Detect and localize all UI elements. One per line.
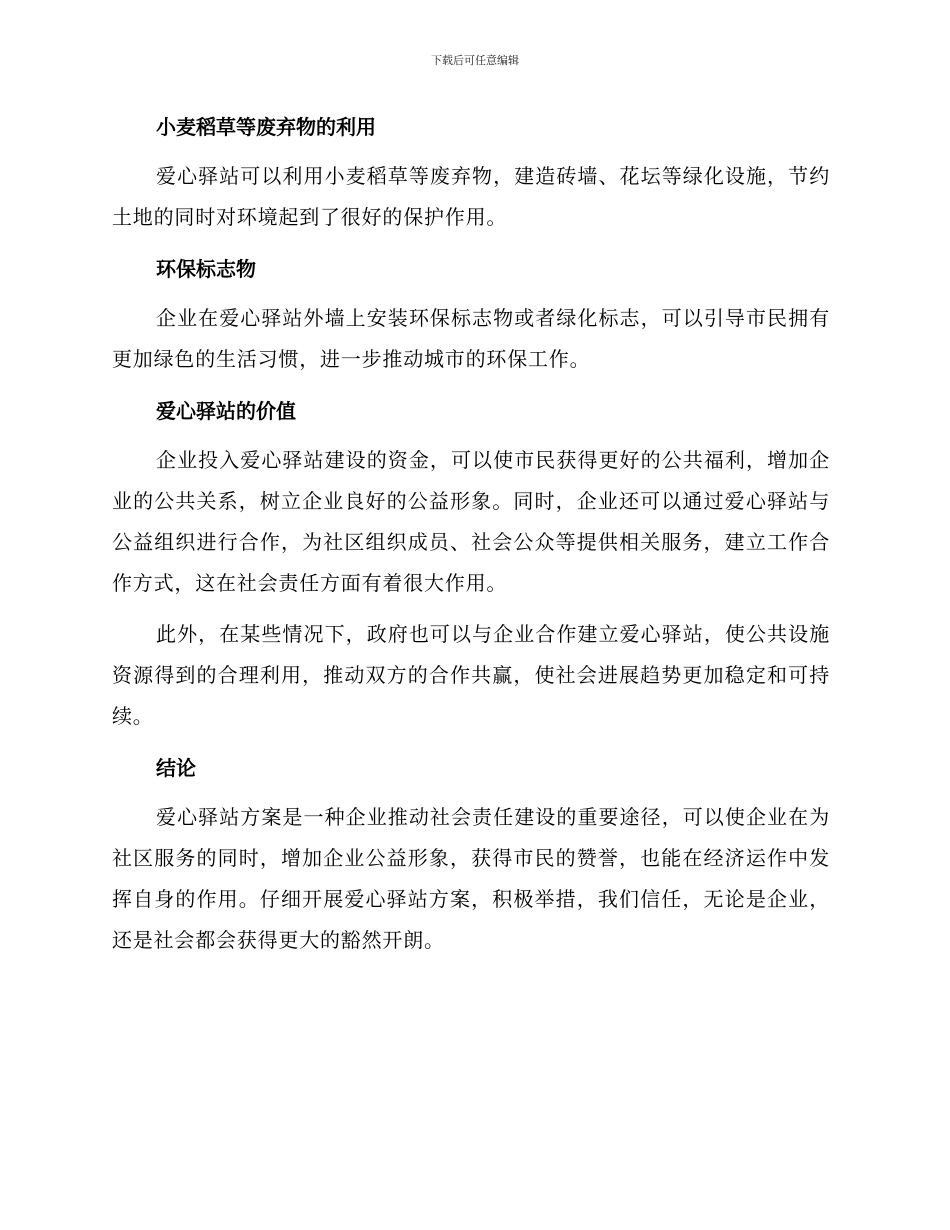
section-heading: 爱心驿站的价值 <box>156 399 296 423</box>
section-conclusion <box>112 749 830 961</box>
section-station-value <box>112 392 830 737</box>
section-heading: 环保标志物 <box>156 257 256 281</box>
section-heading: 小麦稻草等废弃物的利用 <box>156 115 376 139</box>
body-paragraph: 企业投入爱心驿站建设的资金，可以使市民获得更好的公共福利，增加企业的公共关系，树立企业良好的公益形象。同时，企业还可以通过爱心驿站与公益组织进行合作，为社区组织成员、社会公众等提供相关服务，建立工作合作方式，这在社会责任方面有着很大作用。 <box>112 448 830 595</box>
body-paragraph: 此外，在某些情况下，政府也可以与企业合作建立爱心驿站，使公共设施资源得到的合理利用，推动双方的合作共赢，使社会进展趋势更加稳定和可持续。 <box>112 622 830 728</box>
body-paragraph: 企业在爱心驿站外墙上安装环保标志物或者绿化标志，可以引导市民拥有更加绿色的生活习惯，进一步推动城市的环保工作。 <box>112 306 830 371</box>
section-heading: 结论 <box>156 756 196 780</box>
section-wheat-straw <box>112 108 830 238</box>
section-eco-signs <box>112 250 830 380</box>
page-header: 下载后可任意编辑 <box>431 54 519 67</box>
body-paragraph: 爱心驿站可以利用小麦稻草等废弃物，建造砖墙、花坛等绿化设施，节约土地的同时对环境起到了很好的保护作用。 <box>112 164 830 229</box>
body-paragraph: 爱心驿站方案是一种企业推动社会责任建设的重要途径，可以使企业在为社区服务的同时，增加企业公益形象，获得市民的赞誉，也能在经济运作中发挥自身的作用。仔细开展爱心驿站方案，积极举措，我们信任，无论是企业，还是社会都会获得更大的豁然开朗。 <box>112 805 830 952</box>
document-body <box>112 108 830 961</box>
